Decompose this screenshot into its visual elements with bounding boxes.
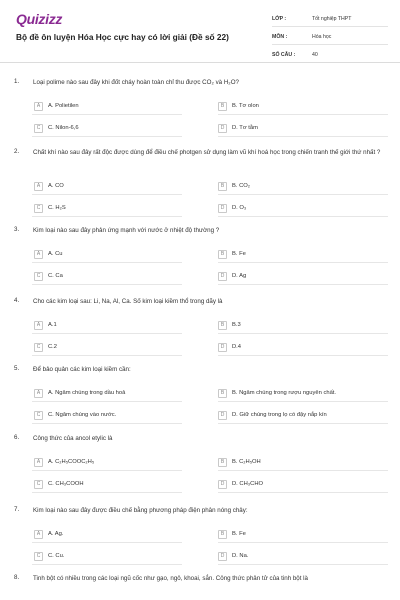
option-divider [32, 401, 182, 402]
option-divider [218, 470, 388, 471]
meta-label: LỚP : [272, 16, 287, 22]
option-label: A. Polietilen [48, 103, 79, 109]
header-divider [0, 62, 400, 63]
option-label: C. H₂S [48, 205, 66, 211]
option-label: C. Nilon-6,6 [48, 125, 79, 131]
option-c[interactable] [34, 270, 63, 282]
option-divider [32, 114, 182, 115]
option-a[interactable] [34, 248, 63, 260]
question-number: 2. [14, 148, 20, 155]
question-number: 5. [14, 365, 20, 372]
option-label: B.3 [232, 322, 241, 328]
worksheet-title: Bộ đề ôn luyện Hóa Học cực hay có lời giải (Đề số 22) [16, 32, 229, 42]
option-divider [32, 194, 182, 195]
option-label: D. Giữ chúng trong lọ có đậy nắp kín [232, 412, 327, 418]
meta-label: SỐ CÂU : [272, 52, 296, 58]
worksheet-header [0, 0, 400, 62]
option-letter-box[interactable]: D [218, 480, 227, 489]
question-text: Kim loại nào sau đây được điều chế bằng phương pháp điện phân nóng chảy: [33, 507, 248, 514]
option-letter-box[interactable]: C [34, 343, 43, 352]
option-letter-box[interactable]: C [34, 552, 43, 561]
option-letter-box[interactable]: B [218, 530, 227, 539]
question-number: 1. [14, 78, 20, 85]
option-letter-box[interactable]: A [34, 530, 43, 539]
question-number: 6. [14, 434, 20, 441]
option-b[interactable] [218, 100, 259, 112]
option-d[interactable] [218, 550, 248, 562]
meta-row-count [272, 48, 388, 63]
option-d[interactable] [218, 478, 263, 490]
question-text: Loại polime nào sau đây khi đốt cháy hoàn toàn chỉ thu được CO₂ và H₂O? [33, 79, 239, 86]
option-b[interactable] [218, 456, 261, 468]
option-b[interactable] [218, 248, 246, 260]
option-label: C.2 [48, 344, 58, 350]
question-text: Công thức của ancol etylic là [33, 435, 113, 442]
option-letter-box[interactable]: A [34, 182, 43, 191]
option-divider [218, 355, 388, 356]
option-letter-box[interactable]: C [34, 124, 43, 133]
meta-row-subject [272, 30, 388, 45]
option-a[interactable] [34, 180, 64, 192]
option-divider [32, 355, 182, 356]
meta-label: MÔN : [272, 34, 288, 40]
option-c[interactable] [34, 550, 64, 562]
option-label: A. Ngâm chúng trong dầu hoả [48, 390, 126, 396]
question-number: 8. [14, 574, 20, 581]
option-label: B. Ngâm chúng trong rượu nguyên chất. [232, 390, 337, 396]
option-label: C. CH₃COOH [48, 481, 84, 487]
option-letter-box[interactable]: B [218, 458, 227, 467]
option-b[interactable] [218, 528, 246, 540]
option-divider [32, 423, 182, 424]
question-number: 3. [14, 226, 20, 233]
option-label: C. Cu. [48, 553, 65, 559]
option-letter-box[interactable]: D [218, 411, 227, 420]
option-divider [32, 216, 182, 217]
option-label: B. CO₂ [232, 183, 251, 189]
option-d[interactable] [218, 202, 246, 214]
question-text: Để bảo quản các kim loại kiềm cần: [33, 366, 131, 373]
worksheet-meta [272, 12, 388, 66]
option-label: C. Ca [48, 273, 63, 279]
option-divider [32, 333, 182, 334]
meta-row-class [272, 12, 388, 27]
option-divider [218, 262, 388, 263]
option-divider [218, 564, 388, 565]
option-letter-box[interactable]: B [218, 102, 227, 111]
option-label: D. Ag [232, 273, 247, 279]
option-letter-box[interactable]: C [34, 272, 43, 281]
option-letter-box[interactable]: B [218, 250, 227, 259]
option-a[interactable] [34, 100, 79, 112]
option-divider [218, 216, 388, 217]
option-letter-box[interactable]: A [34, 102, 43, 111]
option-label: A. Cu [48, 251, 63, 257]
option-d[interactable] [218, 122, 258, 134]
option-label: A. Ag. [48, 531, 64, 537]
option-divider [218, 284, 388, 285]
option-letter-box[interactable]: D [218, 204, 227, 213]
option-label: B. Fe [232, 251, 246, 257]
option-c[interactable] [34, 409, 116, 421]
option-label: C. Ngâm chúng vào nước. [48, 412, 117, 418]
option-letter-box[interactable]: A [34, 250, 43, 259]
option-b[interactable] [218, 180, 250, 192]
option-letter-box[interactable]: A [34, 321, 43, 330]
option-divider [32, 542, 182, 543]
option-letter-box[interactable]: B [218, 389, 227, 398]
question-number: 7. [14, 506, 20, 513]
question-number: 4. [14, 297, 20, 304]
option-label: A. C₂H₅COOC₂H₅ [48, 459, 95, 465]
option-letter-box[interactable]: D [218, 552, 227, 561]
option-divider [32, 136, 182, 137]
meta-value: Hóa học [312, 34, 332, 40]
option-d[interactable] [218, 409, 327, 421]
meta-value: Tốt nghiệp THPT [312, 16, 352, 22]
option-divider [218, 542, 388, 543]
question-text: Kim loại nào sau đây phản ứng mạnh với nước ở nhiệt độ thường ? [33, 227, 220, 234]
option-divider [218, 333, 388, 334]
meta-value: 40 [312, 52, 318, 58]
option-label: D. CH₃CHO [232, 481, 264, 487]
option-divider [218, 194, 388, 195]
option-letter-box[interactable]: A [34, 389, 43, 398]
option-label: D.4 [232, 344, 242, 350]
option-label: B. Fe [232, 531, 246, 537]
option-a[interactable] [34, 456, 94, 468]
question-text: Cho các kim loại sau: Li, Na, Al, Ca. Số kim loại kiềm thổ trong dãy là [33, 298, 223, 305]
option-b[interactable] [218, 387, 336, 399]
option-letter-box[interactable]: D [218, 343, 227, 352]
option-label: D. Tơ tằm [232, 125, 258, 131]
question-text: Tinh bột có nhiều trong các loại ngũ cốc như gạo, ngô, khoai, sắn. Công thức phân tử của tinh bột là [33, 575, 308, 582]
option-letter-box[interactable]: B [218, 321, 227, 330]
option-divider [32, 284, 182, 285]
option-c[interactable] [34, 202, 66, 214]
option-a[interactable] [34, 319, 57, 331]
option-letter-box[interactable]: C [34, 204, 43, 213]
option-c[interactable] [34, 122, 79, 134]
option-divider [32, 492, 182, 493]
option-letter-box[interactable]: C [34, 480, 43, 489]
option-divider [218, 114, 388, 115]
option-letter-box[interactable]: A [34, 458, 43, 467]
option-label: A.1 [48, 322, 57, 328]
option-d[interactable] [218, 270, 246, 282]
option-divider [218, 136, 388, 137]
question-text: Chất khí nào sau đây rất độc được dùng để điều chế photgen sử dụng làm vũ khí hoá học trong chiến tranh thế giới thứ nhất ? [33, 149, 381, 156]
option-divider [32, 564, 182, 565]
option-letter-box[interactable]: C [34, 411, 43, 420]
option-divider [32, 262, 182, 263]
option-letter-box[interactable]: D [218, 124, 227, 133]
option-divider [218, 423, 388, 424]
option-divider [218, 492, 388, 493]
option-d[interactable] [218, 341, 241, 353]
option-a[interactable] [34, 387, 125, 399]
option-label: B. C₂H₅OH [232, 459, 261, 465]
option-c[interactable] [34, 341, 57, 353]
option-label: B. Tơ olon [232, 103, 259, 109]
option-c[interactable] [34, 478, 84, 490]
option-label: A. CO [48, 183, 64, 189]
quizizz-logo: Quizizz [16, 11, 63, 27]
option-b[interactable] [218, 319, 241, 331]
option-divider [218, 401, 388, 402]
option-label: D. O₃ [232, 205, 247, 211]
option-a[interactable] [34, 528, 63, 540]
option-letter-box[interactable]: B [218, 182, 227, 191]
option-label: D. Na. [232, 553, 249, 559]
option-letter-box[interactable]: D [218, 272, 227, 281]
option-divider [32, 470, 182, 471]
